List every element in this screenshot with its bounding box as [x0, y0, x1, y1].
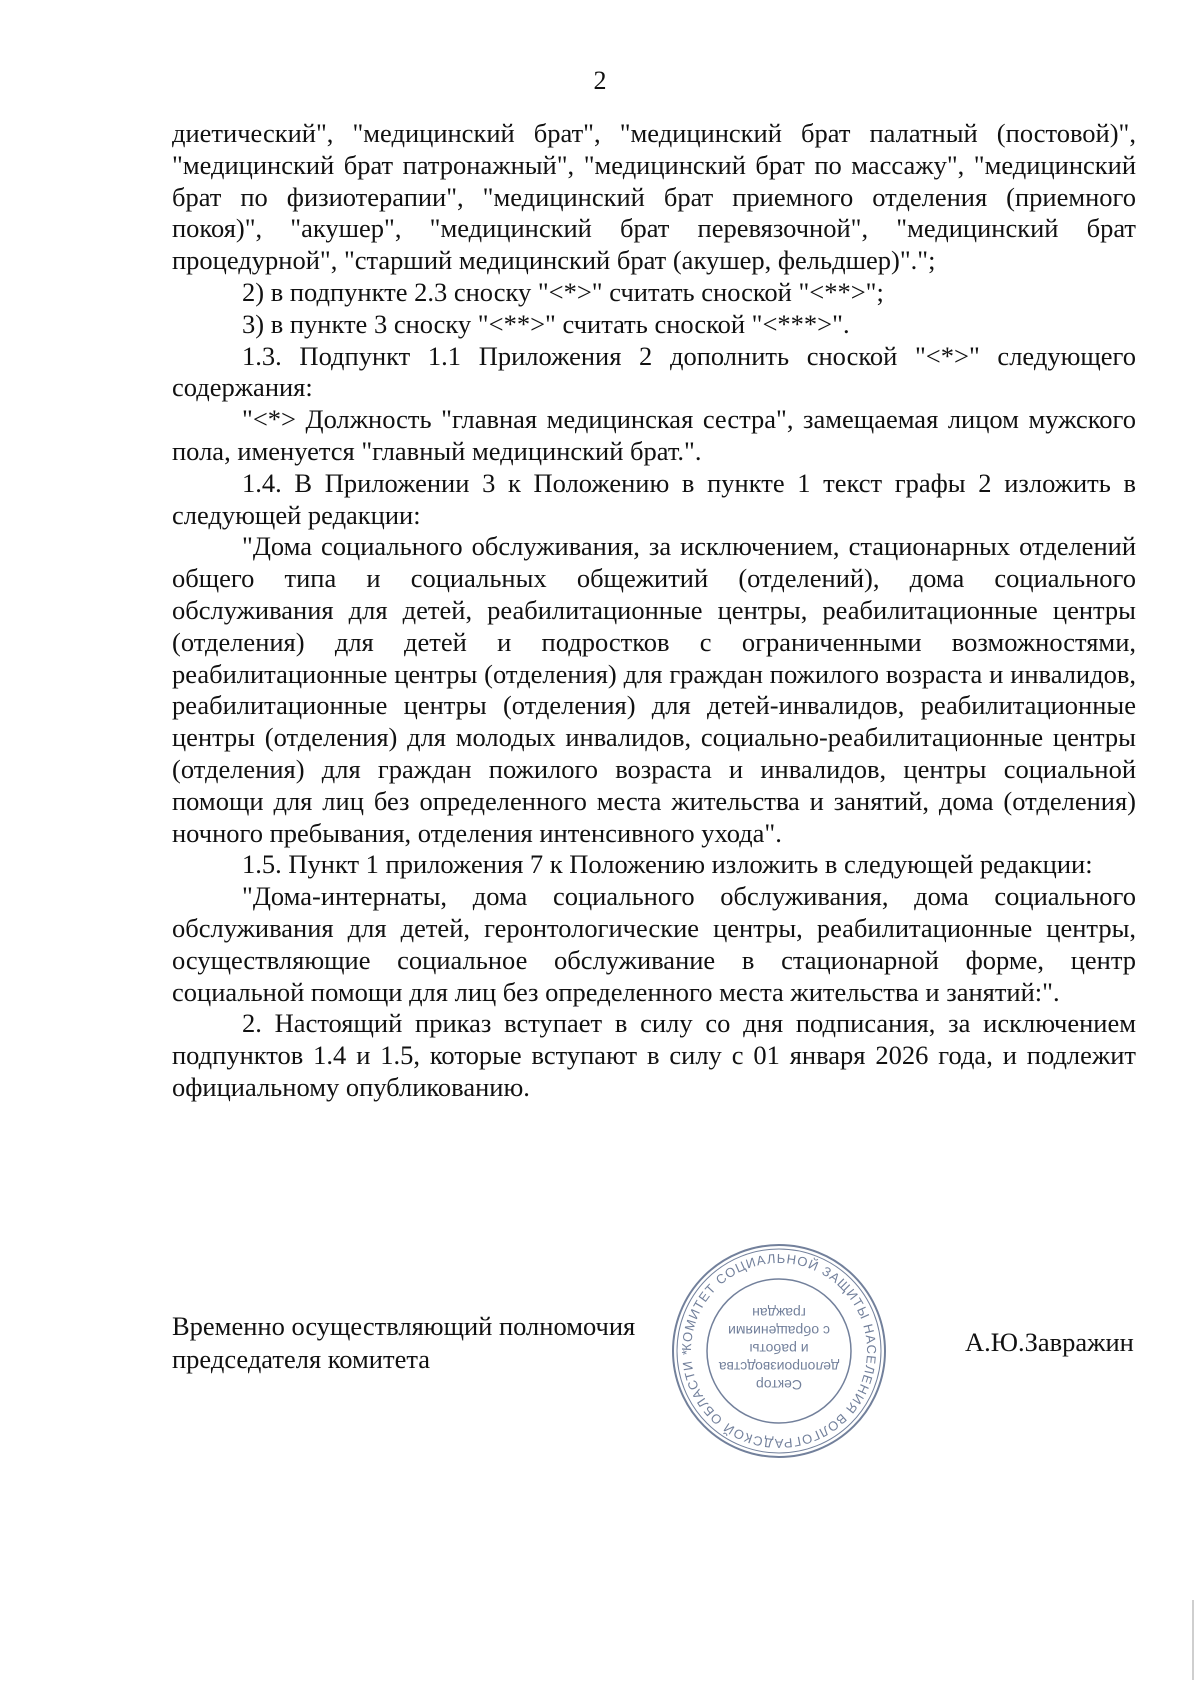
page-number: 2 — [593, 66, 607, 95]
paragraph-item-3: 3) в пункте 3 сноску "<**>" считать сноской "<***>". — [242, 308, 850, 339]
paragraph-footnote-quote: "<*> Должность "главная медицинская сестра", замещаемая лицом мужского пола, именуется "главный медицинский брат.". — [172, 404, 1136, 466]
paragraph-1-5-quote: "Дома-интернаты, дома социального обслуживания, дома социального обслуживания для детей, геронтологические центры, реабилитационные центры, осуществляющие социальное обслуживание в стационарной форме, центр социальной помощи для лиц без определенного места жительства и занятий:". — [172, 881, 1136, 1007]
seal-ring-textpath: КОМИТЕТ СОЦИАЛЬНОЙ ЗАЩИТЫ НАСЕЛЕНИЯ ВОЛГОГРАДСКОЙ ОБЛАСТИ * — [678, 1250, 880, 1452]
signatory-position-line-2: председателя комитета — [172, 1344, 430, 1374]
seal-center-line-3: и работы — [749, 1341, 809, 1357]
paragraph-1-4-quote: "Дома социального обслуживания, за исключением, стационарных отделений общего типа и социальных общежитий (отделений), дома социального обслуживания для детей, реабилитационные центры, реабилитационные центры (отделения) для детей и подростков с ограниченными возможностями, реабилитационные центры (отделения) для граждан пожилого возраста и инвалидов, реабилитационные центры (отделения) для детей-инвалидов, реабилитационные центры (отделения) для молодых инвалидов, социально-реабилитационные центры (отделения) для граждан пожилого возраста и инвалидов, центры социальной помощи для лиц без определенного места жительства и занятий, дома (отделения) ночного пребывания, отделения интенсивного ухода". — [172, 531, 1136, 848]
signatory-position — [172, 1310, 635, 1376]
paragraph-continuation: диетический", "медицинский брат", "медицинский брат палатный (постовой)", "медицинский брат патронажный", "медицинский брат по массажу", "медицинский брат по физиотерапии", "медицинский брат приемного отделения (приемного покоя)", "акушер", "медицинский брат перевязочной", "медицинский брат процедурной", "старший медицинский брат (акушер, фельдшер)"."; — [172, 118, 1136, 276]
scan-edge-mark — [1192, 1600, 1194, 1680]
paragraph-1-4: 1.4. В Приложении 3 к Положению в пункте 1 текст графы 2 изложить в следующей редакции: — [172, 467, 1136, 530]
official-seal — [668, 1240, 890, 1462]
seal-center-line-2: делопроизводства — [718, 1359, 840, 1375]
seal-center-line-5: граждан — [752, 1305, 806, 1321]
seal-center-line-4: с обращениями — [728, 1323, 830, 1339]
paragraph-2: 2. Настоящий приказ вступает в силу со дня подписания, за исключением подпунктов 1.4 и 1.5, которые вступают в силу с 01 января 2026 года, и подлежит официальному опубликованию. — [172, 1008, 1136, 1102]
paragraph-item-2: 2) в подпункте 2.3 сноску "<*>" считать сноской "<**>"; — [242, 276, 884, 307]
paragraph-1-3: 1.3. Подпункт 1.1 Приложения 2 дополнить сноской "<*>" следующего содержания: — [172, 340, 1136, 403]
document-body — [172, 118, 1136, 1104]
paragraph-1-5: 1.5. Пункт 1 приложения 7 к Положению изложить в следующей редакции: — [242, 849, 1093, 880]
signatory-position-line-1: Временно осуществляющий полномочия — [172, 1311, 636, 1341]
seal-center-line-1: Сектор — [755, 1377, 803, 1393]
signatory-name: А.Ю.Завражин — [965, 1327, 1134, 1357]
